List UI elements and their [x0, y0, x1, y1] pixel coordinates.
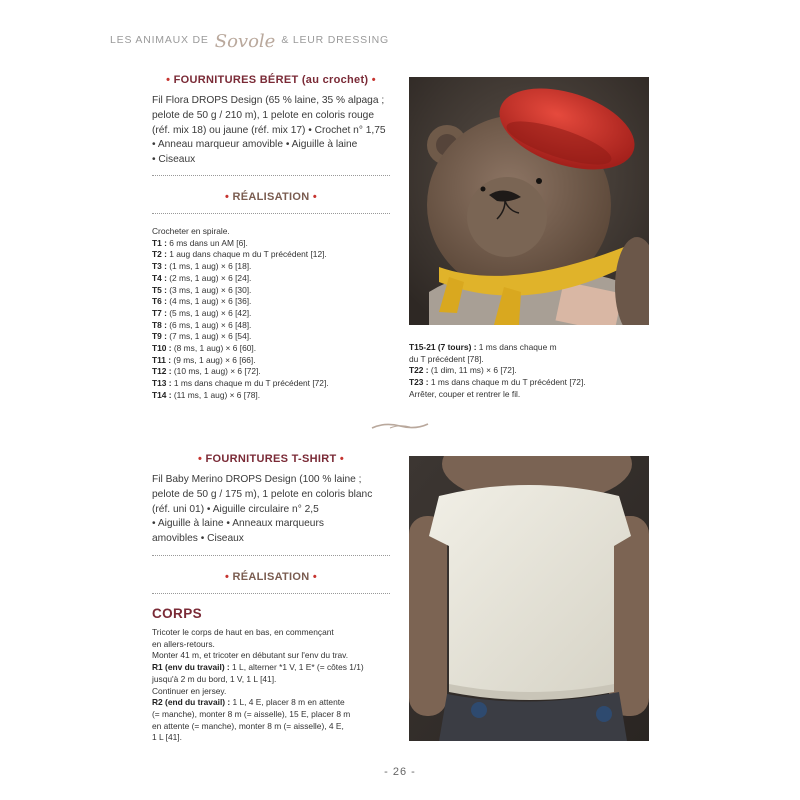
bear-tshirt-photo [409, 456, 649, 741]
bullet-icon: • [197, 453, 203, 465]
instruction-row: T11 : (9 ms, 1 aug) × 6 [66]. [152, 354, 256, 365]
beret-instructions-left [152, 226, 402, 402]
header-left-text: LES ANIMAUX DE [110, 33, 209, 46]
instruction-row: T1 : 6 ms dans un AM [6]. [152, 237, 248, 248]
divider-dotted [152, 593, 390, 594]
instruction-row: T4 : (2 ms, 1 aug) × 6 [24]. [152, 272, 252, 283]
instruction-row: jusqu'à 2 m du bord, 1 V, 1 L [41]. [152, 673, 277, 684]
supply-line: • Anneau marqueur amovible • Aiguille à laine [152, 139, 358, 151]
instruction-row: T7 : (5 ms, 1 aug) × 6 [42]. [152, 307, 252, 318]
bullet-icon: • [339, 453, 344, 465]
divider-dotted [152, 175, 390, 176]
instruction-row: en allers-retours. [152, 638, 215, 649]
instruction-row: T15-21 (7 tours) : 1 ms dans chaque m [409, 342, 557, 352]
bear-beret-illustration [409, 77, 649, 325]
beret-supplies-text [152, 94, 402, 168]
beret-realisation-title [152, 191, 390, 203]
instruction-row: T2 : 1 aug dans chaque m du T précédent [12]. [152, 249, 327, 260]
tshirt-supplies-title [152, 453, 390, 465]
supply-line: (réf. mix 18) ou jaune (réf. mix 17) • Crochet n° 1,75 [152, 124, 386, 136]
beret-realisation-title-text: RÉALISATION [232, 191, 310, 203]
supply-line: pelote de 50 g / 210 m), 1 pelote en coloris rouge [152, 109, 375, 121]
tshirt-realisation-title [152, 571, 390, 583]
instruction-row: du T précédent [78]. [409, 353, 484, 364]
bullet-icon: • [166, 74, 171, 86]
supply-line: • Ciseaux [152, 154, 196, 166]
bear-tshirt-illustration [409, 456, 649, 741]
tshirt-realisation-title-text: RÉALISATION [232, 571, 310, 583]
page-number: - 26 - [384, 766, 416, 778]
instruction-row: T5 : (3 ms, 1 aug) × 6 [30]. [152, 284, 252, 295]
bullet-icon: • [224, 571, 230, 583]
supply-line: Fil Baby Merino DROPS Design (100 % laine ; [152, 474, 362, 485]
supply-line: • Aiguille à laine • Anneaux marqueurs [152, 518, 324, 530]
instruction-row: T3 : (1 ms, 1 aug) × 6 [18]. [152, 261, 252, 272]
instruction-row: Monter 41 m, et tricoter en débutant sur l'env du trav. [152, 650, 349, 661]
bullet-icon: • [224, 191, 230, 203]
supply-line: amovibles • Ciseaux [152, 533, 244, 545]
supply-line: Fil Flora DROPS Design (65 % laine, 35 % alpaga ; [152, 95, 385, 106]
bullet-icon: • [312, 571, 318, 583]
supply-line: pelote de 50 g / 175 m), 1 pelote en coloris blanc [152, 488, 373, 500]
instruction-row: T22 : (1 dim, 11 ms) × 6 [72]. [409, 365, 517, 376]
header-script-logo: Sovole [214, 31, 276, 52]
divider-dotted [152, 555, 390, 556]
instruction-row: (= manche), monter 8 m (= aisselle), 15 E, placer 8 m [152, 708, 351, 719]
instruction-row: Tricoter le corps de haut en bas, en commençant [152, 627, 334, 637]
tshirt-instructions [152, 627, 402, 744]
instruction-row: R1 (env du travail) : 1 L, alterner *1 V, 1 E* (= côtes 1/1) [152, 662, 364, 673]
instruction-row: T9 : (7 ms, 1 aug) × 6 [54]. [152, 331, 252, 342]
bullet-icon: • [312, 191, 318, 203]
instruction-row: T14 : (11 ms, 1 aug) × 6 [78]. [152, 389, 261, 400]
instruction-row: 1 L [41]. [152, 732, 182, 743]
running-header [110, 29, 389, 50]
beret-supplies-title [166, 74, 376, 86]
tshirt-supplies-title-text: FOURNITURES T-SHIRT [205, 453, 337, 465]
bear-beret-photo [409, 77, 649, 325]
instruction-row: T23 : 1 ms dans chaque m du T précédent [72]. [409, 377, 586, 388]
divider-dotted [152, 213, 390, 214]
instruction-row: Arrêter, couper et rentrer le fil. [409, 388, 521, 399]
tshirt-supplies-text [152, 473, 402, 547]
instruction-row: T10 : (8 ms, 1 aug) × 6 [60]. [152, 343, 257, 354]
swirl-divider-icon [370, 420, 430, 434]
instruction-row: T12 : (10 ms, 1 aug) × 6 [72]. [152, 366, 261, 377]
instruction-row: T8 : (6 ms, 1 aug) × 6 [48]. [152, 319, 252, 330]
beret-instructions-right [409, 342, 659, 401]
instruction-intro: Crocheter en spirale. [152, 226, 230, 236]
header-right-text: & LEUR DRESSING [281, 33, 390, 46]
instruction-row: T6 : (4 ms, 1 aug) × 6 [36]. [152, 296, 252, 307]
instruction-row: R2 (end du travail) : 1 L, 4 E, placer 8 m en attente [152, 697, 345, 708]
supply-line: (réf. uni 01) • Aiguille circulaire n° 2,5 [152, 503, 319, 515]
beret-supplies-title-text: FOURNITURES BÉRET (au crochet) [173, 74, 369, 86]
instruction-row: Continuer en jersey. [152, 685, 227, 696]
instruction-row: T13 : 1 ms dans chaque m du T précédent [72]. [152, 378, 329, 389]
bullet-icon: • [371, 74, 376, 86]
instruction-row: en attente (= manche), monter 8 m (= aisselle), 4 E, [152, 720, 344, 731]
corps-heading: CORPS [152, 606, 203, 621]
